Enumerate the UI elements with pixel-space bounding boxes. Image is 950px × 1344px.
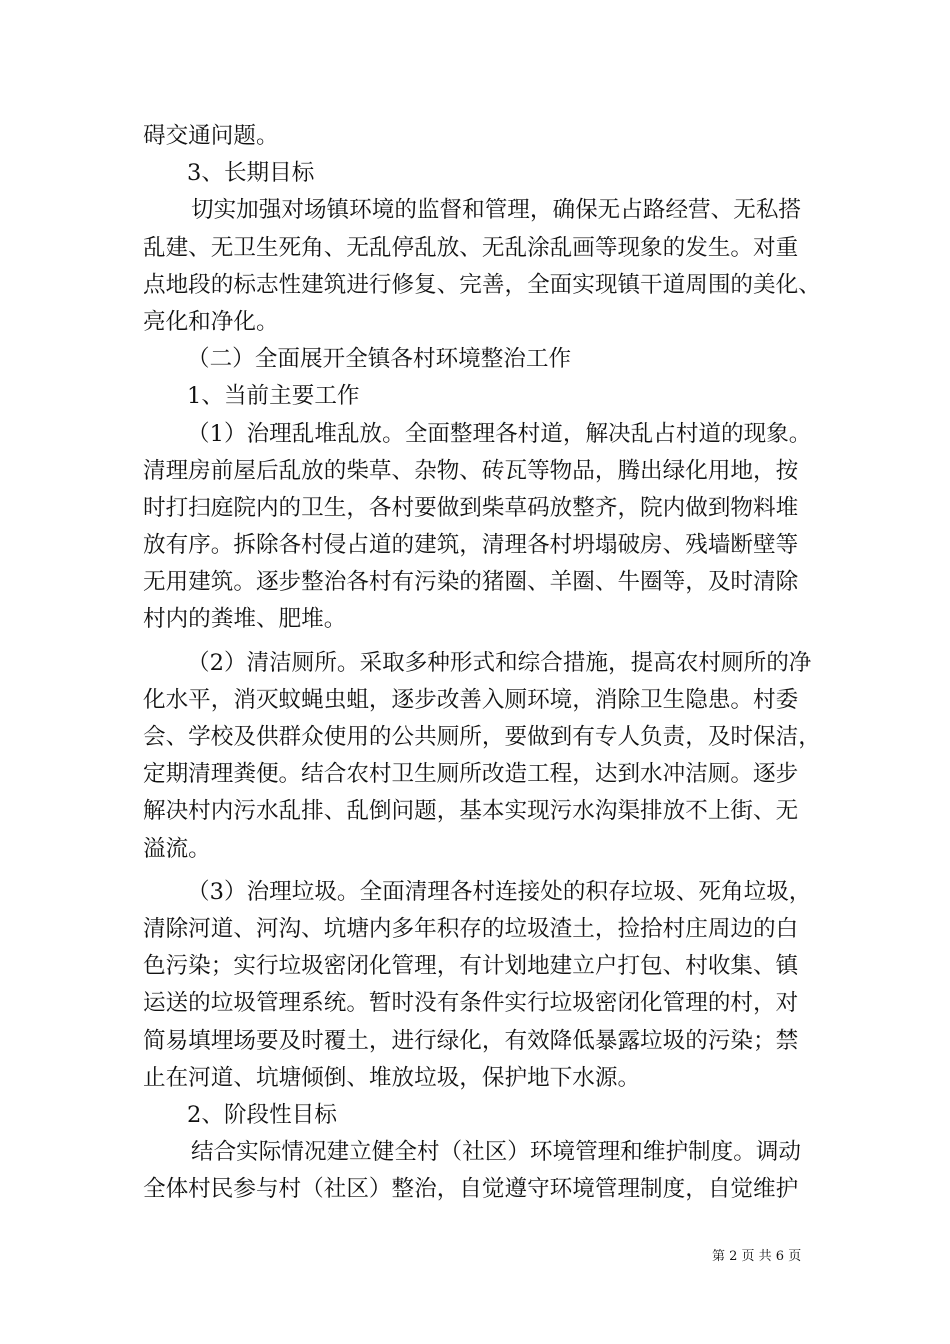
text-line: 无用建筑。逐步整治各村有污染的猪圈、羊圈、牛圈等，及时清除 xyxy=(143,569,799,596)
text-line: 放有序。拆除各村侵占道的建筑，清理各村坍塌破房、残墙断壁等 xyxy=(143,532,799,559)
text-line: 切实加强对场镇环境的监督和管理，确保无占路经营、无私搭 xyxy=(191,197,802,224)
text-line: 简易填埋场要及时覆土，进行绿化，有效降低暴露垃圾的污染；禁 xyxy=(143,1027,799,1054)
text-line: 化水平，消灭蚊蝇虫蛆，逐步改善入厕环境，消除卫生隐患。村委 xyxy=(143,686,799,713)
text-line: 结合实际情况建立健全村（社区）环境管理和维护制度。调动 xyxy=(191,1139,802,1166)
section-heading: 1、当前主要工作 xyxy=(187,383,360,410)
section-heading: 2、阶段性目标 xyxy=(187,1101,337,1128)
text-line: 清理房前屋后乱放的柴草、杂物、砖瓦等物品，腾出绿化用地，按 xyxy=(143,457,799,484)
text-line: 村内的粪堆、肥堆。 xyxy=(143,606,347,633)
text-line: 时打扫庭院内的卫生，各村要做到柴草码放整齐，院内做到物料堆 xyxy=(143,494,799,521)
text-line: 溢流。 xyxy=(143,835,211,862)
text-line: 全体村民参与村（社区）整治，自觉遵守环境管理制度，自觉维护 xyxy=(143,1176,799,1203)
text-line: 清除河道、河沟、坑塘内多年积存的垃圾渣土，捡拾村庄周边的白 xyxy=(143,915,799,942)
text-line: 碍交通问题。 xyxy=(143,123,279,149)
text-line: （1）治理乱堆乱放。全面整理各村道，解决乱占村道的现象。 xyxy=(187,420,812,447)
page-number: 第 2 页 共 6 页 xyxy=(712,1249,802,1264)
text-line: 会、学校及供群众使用的公共厕所，要做到有专人负责，及时保洁， xyxy=(143,724,821,750)
section-heading: 3、长期目标 xyxy=(187,160,315,187)
text-line: 定期清理粪便。结合农村卫生厕所改造工程，达到水冲洁厕。逐步 xyxy=(143,761,799,788)
text-line: 点地段的标志性建筑进行修复、完善，全面实现镇干道周围的美化、 xyxy=(143,271,821,298)
text-line: （3）治理垃圾。全面清理各村连接处的积存垃圾、死角垃圾， xyxy=(187,878,812,905)
text-line: 止在河道、坑塘倾倒、堆放垃圾，保护地下水源。 xyxy=(143,1064,641,1091)
text-line: 乱建、无卫生死角、无乱停乱放、无乱涂乱画等现象的发生。对重 xyxy=(143,234,799,261)
text-line: 运送的垃圾管理系统。暂时没有条件实行垃圾密闭化管理的村，对 xyxy=(143,990,799,1017)
text-line: 色污染；实行垃圾密闭化管理，有计划地建立户打包、村收集、镇 xyxy=(143,953,799,980)
text-line: （2）清洁厕所。采取多种形式和综合措施，提高农村厕所的净 xyxy=(187,649,812,676)
text-line: 解决村内污水乱排、乱倒问题，基本实现污水沟渠排放不上街、无 xyxy=(143,798,799,825)
section-heading: （二）全面展开全镇各村环境整治工作 xyxy=(187,346,572,373)
text-line: 亮化和净化。 xyxy=(143,308,279,335)
document-body xyxy=(143,118,823,1208)
